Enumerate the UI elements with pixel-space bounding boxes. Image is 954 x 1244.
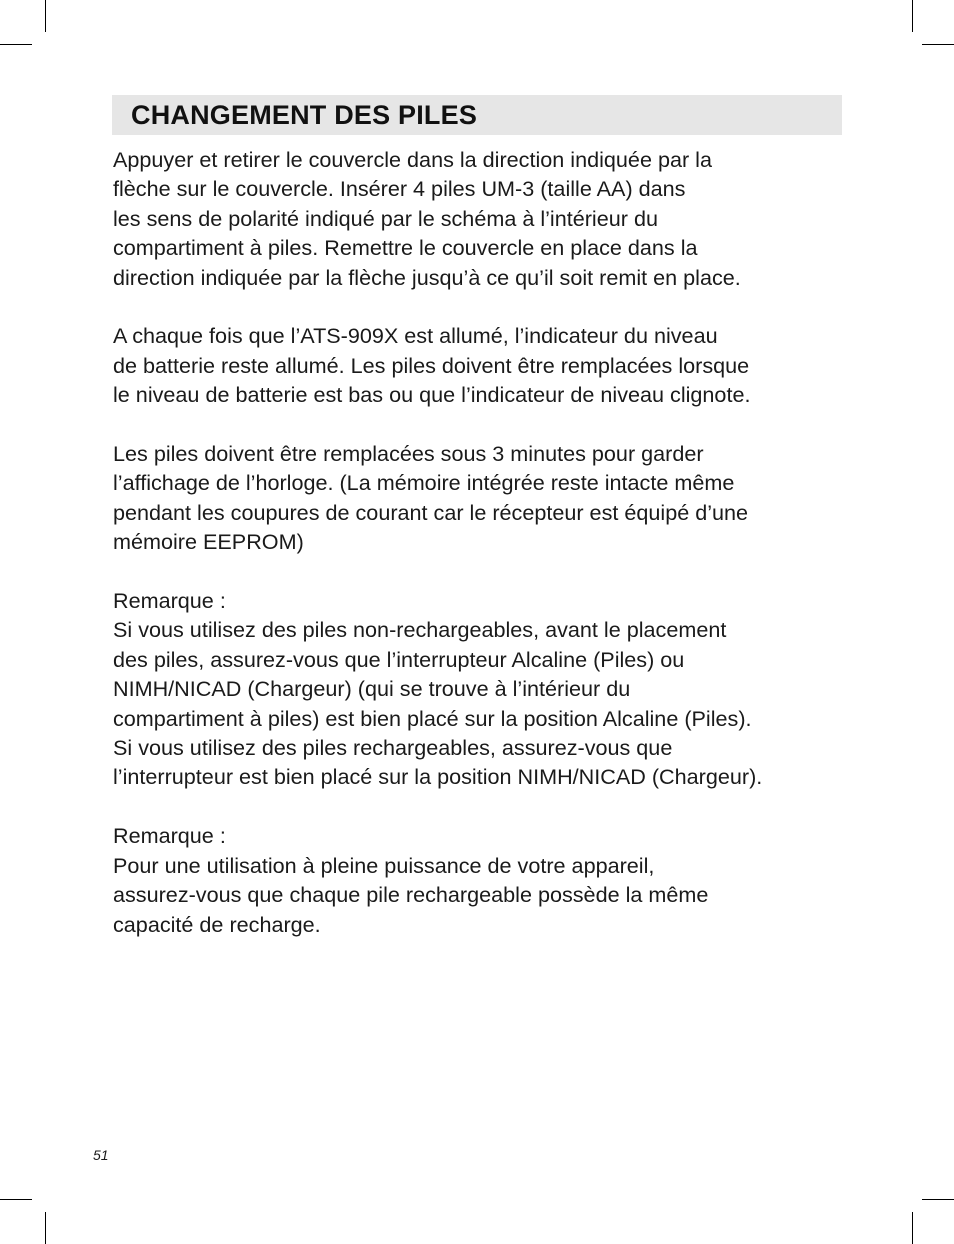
crop-mark-bottom-left-horizontal: [0, 1199, 32, 1200]
crop-mark-top-right-horizontal: [922, 44, 954, 45]
paragraph-line: Si vous utilisez des piles rechargeables, assurez-vous que: [113, 735, 673, 761]
paragraph-line: Si vous utilisez des piles non-rechargeables, avant le placement: [113, 617, 727, 643]
paragraph-line: Appuyer et retirer le couvercle dans la direction indiquée par la: [113, 147, 712, 172]
paragraph-line: Pour une utilisation à pleine puissance de votre appareil,: [113, 852, 655, 878]
crop-mark-bottom-right-vertical: [912, 1212, 913, 1244]
paragraph-line: NIMH/NICAD (Chargeur) (qui se trouve à l’intérieur du: [113, 676, 631, 702]
paragraph-line: direction indiquée par la flèche jusqu’à ce qu’il soit remit en place.: [113, 264, 741, 290]
paragraph-line: A chaque fois que l’ATS-909X est allumé, l’indicateur du niveau: [113, 323, 718, 349]
paragraph: [113, 821, 873, 939]
paragraph: [113, 145, 873, 292]
paragraph: [113, 439, 873, 557]
page-number: 51: [93, 1147, 109, 1163]
paragraph-line: compartiment à piles. Remettre le couvercle en place dans la: [113, 235, 698, 261]
paragraph-line: flèche sur le couvercle. Insérer 4 piles UM-3 (taille AA) dans: [113, 176, 686, 202]
paragraph-line: mémoire EEPROM): [113, 529, 304, 555]
crop-mark-top-left-horizontal: [0, 44, 32, 45]
paragraph-line: de batterie reste allumé. Les piles doivent être remplacées lorsque: [113, 352, 750, 378]
paragraph: [113, 586, 873, 792]
paragraph-line: Remarque :: [113, 588, 226, 614]
paragraph-line: les sens de polarité indiqué par le schéma à l’intérieur du: [113, 205, 658, 231]
paragraph-line: assurez-vous que chaque pile rechargeable possède la même: [113, 882, 709, 908]
crop-mark-bottom-left-vertical: [45, 1212, 46, 1244]
section-title: CHANGEMENT DES PILES: [131, 100, 478, 130]
crop-mark-top-right-vertical: [912, 0, 913, 32]
paragraph-line: des piles, assurez-vous que l’interrupteur Alcaline (Piles) ou: [113, 646, 685, 672]
paragraph-line: Les piles doivent être remplacées sous 3 minutes pour garder: [113, 441, 704, 467]
body-content: [113, 145, 873, 968]
section-title-bar: [112, 95, 842, 135]
crop-mark-top-left-vertical: [45, 0, 46, 32]
paragraph-line: compartiment à piles) est bien placé sur la position Alcaline (Piles).: [113, 705, 752, 731]
paragraph-line: Remarque :: [113, 823, 226, 849]
paragraph-line: pendant les coupures de courant car le récepteur est équipé d’une: [113, 499, 749, 525]
paragraph: [113, 321, 873, 409]
paragraph-line: l’affichage de l’horloge. (La mémoire intégrée reste intacte même: [113, 470, 735, 496]
paragraph-line: capacité de recharge.: [113, 911, 321, 937]
paragraph-line: le niveau de batterie est bas ou que l’indicateur de niveau clignote.: [113, 382, 751, 408]
crop-mark-bottom-right-horizontal: [922, 1199, 954, 1200]
paragraph-line: l’interrupteur est bien placé sur la position NIMH/NICAD (Chargeur).: [113, 764, 763, 790]
